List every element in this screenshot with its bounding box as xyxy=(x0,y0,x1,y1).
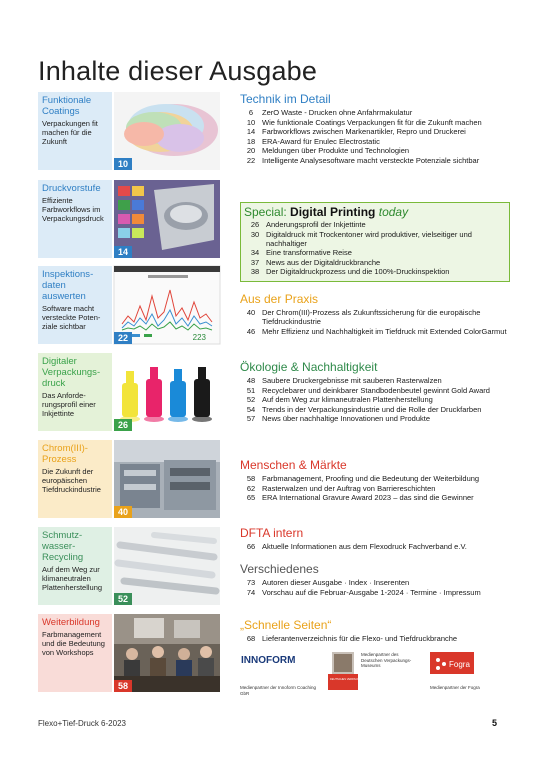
toc-item[interactable]: 66 Aktuelle Informationen aus dem Flexodruck Fachverband e.V. xyxy=(246,542,467,551)
toc-item[interactable]: 10 Wie funktionale Coatings Verpackungen fit für die Zukunft machen xyxy=(246,117,482,127)
section-schnelle-seiten xyxy=(240,618,510,644)
teaser-page-number-secondary: 223 xyxy=(192,333,206,342)
teaser-schmutzwasser-recycling[interactable] xyxy=(38,527,220,605)
section-dfta-intern xyxy=(240,526,510,552)
teaser-weiterbildung[interactable] xyxy=(38,614,220,692)
workshop-people-image xyxy=(114,614,220,692)
fogra-logo[interactable] xyxy=(430,652,510,691)
teaser-digitaler-verpackungsdruck[interactable] xyxy=(38,353,220,431)
toc-item[interactable]: 38 Der Digitaldruckprozess und die 100%-Druckinspektion xyxy=(250,267,450,276)
printing-plate-image xyxy=(114,180,220,258)
teaser-page-number: 14 xyxy=(114,246,132,258)
teaser-subtitle: Effiziente Farbworkflows im Verpackungsdruck xyxy=(42,196,104,223)
teaser-title: Digitaler Verpackungsdruck xyxy=(42,356,101,389)
toc-item[interactable]: 48 Saubere Druckergebnisse mit sauberen Rasterwalzen xyxy=(246,376,442,385)
toc-item[interactable]: 58 Farbmanagement, Proofing und die Bedeutung der Weiterbildung xyxy=(246,474,480,483)
page-title: Inhalte dieser Ausgabe xyxy=(38,56,318,86)
toc-item[interactable]: 52 Auf dem Weg zur klimaneutralen Plattenherstellung xyxy=(246,395,433,404)
software-screenshot-image xyxy=(114,266,220,344)
teaser-title: Druckvorstufe xyxy=(42,183,101,194)
toc-item[interactable]: 74 Vorschau auf die Februar-Ausgabe 1-2024 · Termine · Impressum xyxy=(246,587,481,597)
teaser-title: Weiterbildung xyxy=(42,617,100,628)
footer-publication: Flexo+Tief-Druck 6-2023 xyxy=(38,719,126,728)
teaser-coatings[interactable] xyxy=(38,92,220,170)
toc-item[interactable]: 22 Intelligente Analysesoftware macht versteckte Potenziale sichtbar xyxy=(246,155,480,165)
teaser-subtitle: Farbmanagement und die Bedeutung von Workshops xyxy=(42,630,105,657)
toc-item[interactable]: 62 Rasterwalzen und der Auftrag von Barriereschichten xyxy=(246,483,436,493)
section-title: Menschen & Märkte xyxy=(240,458,347,472)
toc-item[interactable]: 26 Anderungsprofil der Inkjettinte xyxy=(250,220,366,229)
toc-item[interactable]: 73 Autoren dieser Ausgabe · Index · Inserenten xyxy=(246,578,410,587)
innoform-wordmark: INNOFORM xyxy=(241,655,296,666)
teaser-title: Funktionale Coatings xyxy=(42,95,92,117)
section-title: Aus der Praxis xyxy=(240,292,319,306)
section-title: Technik im Detail xyxy=(240,92,331,106)
chrome-plating-machine-image xyxy=(114,440,220,518)
toc-item[interactable]: 40 Der Chrom(III)-Prozess als Zukunftssicherung für die europäische Tiefdruckindustrie xyxy=(246,308,481,326)
footer-page-number: 5 xyxy=(491,718,497,728)
toc-item[interactable]: 14 Farbworkflows zwischen Markenartikler, Repro und Druckerei xyxy=(246,127,466,136)
section-title: Verschiedenes xyxy=(240,562,319,576)
section-praxis xyxy=(240,292,510,336)
media-partner-logos xyxy=(240,652,510,702)
section-title: Ökologie & Nachhaltigkeit xyxy=(240,360,378,374)
section-menschen-maerkte xyxy=(240,458,510,503)
teaser-druckvorstufe[interactable] xyxy=(38,180,220,258)
toc-item[interactable]: 57 News über nachhaltige Innovationen und Produkte xyxy=(246,414,431,423)
verpackungsmuseum-logo[interactable] xyxy=(328,652,420,690)
teaser-page-number: 22 xyxy=(114,332,132,344)
teaser-chrom-prozess[interactable] xyxy=(38,440,220,518)
toc-item[interactable]: 65 ERA International Gravure Award 2023 – das sind die Gewinner xyxy=(246,493,474,502)
section-technik xyxy=(240,92,510,165)
teaser-page-number: 58 xyxy=(114,680,132,692)
logo-caption: Medienpartner der Innoform Coaching GbR xyxy=(240,685,317,696)
toc-item[interactable]: 6 ZerO Waste - Drucken ohne Anfahrmakulatur xyxy=(248,108,413,117)
teaser-title: Inspektionsdaten auswerten xyxy=(42,269,94,302)
teaser-page-number: 40 xyxy=(114,506,132,518)
teaser-subtitle: Auf dem Weg zur klimaneutralen Plattenherstellung xyxy=(42,565,103,592)
teaser-page-number: 26 xyxy=(114,419,132,431)
logo-caption: Medienpartner des Deutschen Verpackungs-Museums xyxy=(361,652,412,668)
section-title: Special: Digital Printing today xyxy=(244,205,409,219)
toc-item[interactable]: 37 News aus der Digitaldruckbranche xyxy=(250,257,381,267)
teaser-page-number: 52 xyxy=(114,593,132,605)
teaser-title: Chrom(III)-Prozess xyxy=(42,443,88,465)
innoform-logo[interactable] xyxy=(240,652,322,696)
coatings-image xyxy=(114,92,220,170)
toc-item[interactable]: 20 Meldungen über Produkte und Technologien xyxy=(246,146,410,155)
toc-item[interactable]: 34 Eine transformative Reise xyxy=(250,248,352,257)
toc-item[interactable]: 54 Trends in der Verpackungsindustrie und die Rolle der Druckfarben xyxy=(246,404,482,414)
logo-caption: Medienpartner der Fogra xyxy=(430,685,480,690)
toc-item[interactable]: 68 Lieferantenverzeichnis für die Flexo- und Tiefdruckbranche xyxy=(246,634,458,643)
toc-item[interactable]: 46 Mehr Effizienz und Nachhaltigkeit im Tiefdruck mit Extended ColorGarmut xyxy=(246,326,507,336)
teaser-subtitle: Die Zukunft der europäischen Tiefdruckindustrie xyxy=(42,467,101,494)
section-special-digital-printing xyxy=(240,202,510,282)
museum-wordmark: DEUTSCHES VERPACKUNGS MUSEUM xyxy=(330,678,379,681)
pipes-image xyxy=(114,527,220,605)
teaser-subtitle: Das Anforderungsprofil einer Inkjettinte xyxy=(42,391,96,418)
toc-item[interactable]: 18 ERA-Award für Enulec Electrostatic xyxy=(246,136,380,146)
fogra-wordmark: Fogra xyxy=(449,660,470,669)
toc-item[interactable]: 30 Digitaldruck mit Trockentoner wird produktiver, vielseitiger und nachhaltiger xyxy=(250,229,472,248)
toc-item[interactable]: 51 Recyclebarer und deinkbarer Standbodenbeutel gewinnt Gold Award xyxy=(246,385,490,395)
section-oekologie xyxy=(240,360,510,424)
section-title: DFTA intern xyxy=(240,526,304,540)
teaser-subtitle: Verpackungen fit machen für die Zukunft xyxy=(42,119,98,146)
ink-bottles-image xyxy=(114,353,220,431)
teaser-inspektionsdaten[interactable] xyxy=(38,266,220,344)
section-verschiedenes xyxy=(240,562,510,597)
section-title: „Schnelle Seiten“ xyxy=(240,618,332,632)
teaser-page-number: 10 xyxy=(114,158,132,170)
teaser-subtitle: Software macht versteckte Potenziale sichtbar xyxy=(42,304,101,331)
teaser-title: Schmutzwasser-Recycling xyxy=(42,530,84,563)
